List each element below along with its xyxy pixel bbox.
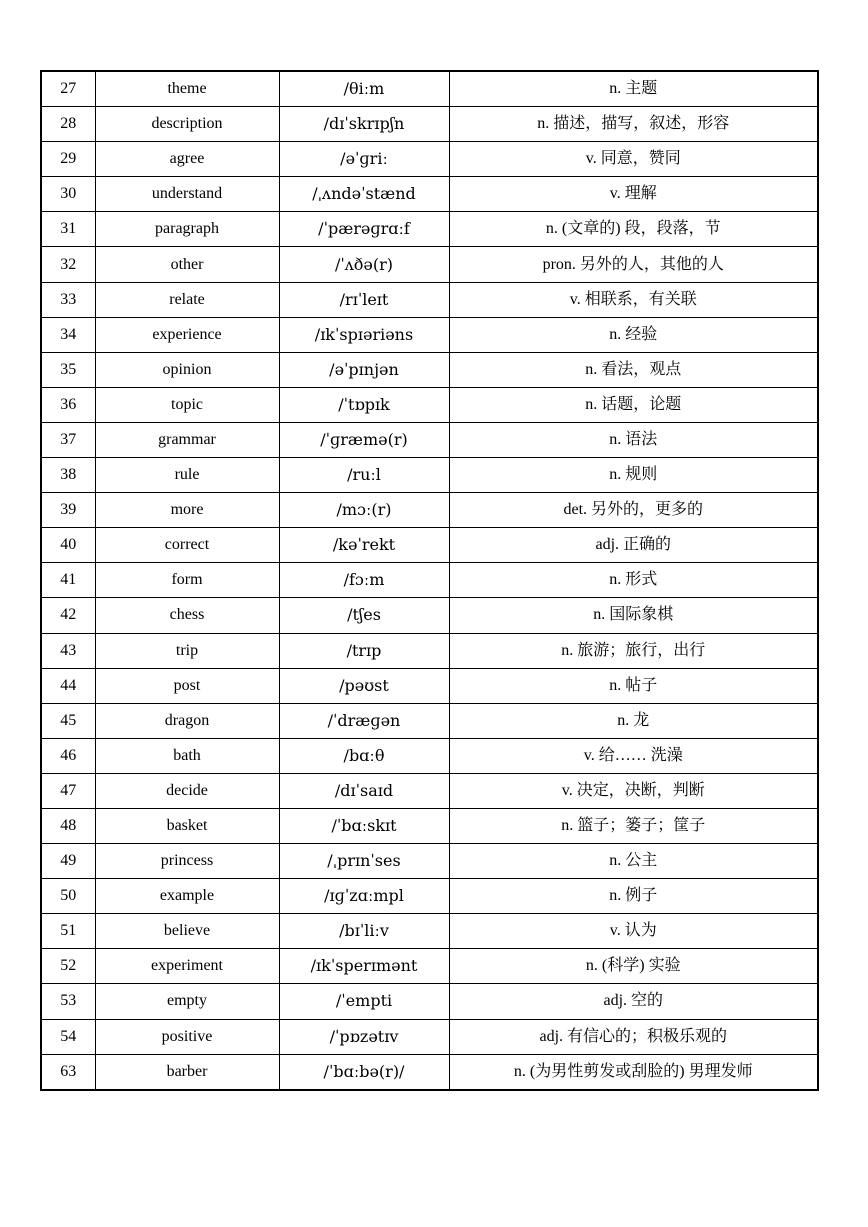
entry-meaning: det. 另外的，更多的 bbox=[449, 493, 818, 528]
entry-word: post bbox=[95, 668, 279, 703]
entry-phonetic: /pəʊst bbox=[279, 668, 449, 703]
entry-phonetic: /rɪˈleɪt bbox=[279, 282, 449, 317]
entry-meaning: v. 认为 bbox=[449, 914, 818, 949]
entry-word: bath bbox=[95, 738, 279, 773]
entry-word: believe bbox=[95, 914, 279, 949]
entry-phonetic: /mɔː(r) bbox=[279, 493, 449, 528]
entry-number: 41 bbox=[41, 563, 95, 598]
entry-phonetic: /ɪɡˈzɑːmpl bbox=[279, 879, 449, 914]
entry-meaning: v. 理解 bbox=[449, 177, 818, 212]
entry-phonetic: /ˈpɒzətɪv bbox=[279, 1019, 449, 1054]
entry-number: 35 bbox=[41, 352, 95, 387]
entry-word: positive bbox=[95, 1019, 279, 1054]
table-row bbox=[41, 71, 818, 107]
entry-meaning: v. 相联系，有关联 bbox=[449, 282, 818, 317]
table-row bbox=[41, 528, 818, 563]
entry-phonetic: /trɪp bbox=[279, 633, 449, 668]
entry-phonetic: /tʃes bbox=[279, 598, 449, 633]
entry-meaning: n. 龙 bbox=[449, 703, 818, 738]
table-row bbox=[41, 949, 818, 984]
entry-word: example bbox=[95, 879, 279, 914]
entry-meaning: n. 主题 bbox=[449, 71, 818, 107]
entry-word: topic bbox=[95, 387, 279, 422]
table-row bbox=[41, 738, 818, 773]
entry-word: basket bbox=[95, 808, 279, 843]
entry-phonetic: /bɪˈliːv bbox=[279, 914, 449, 949]
table-row bbox=[41, 773, 818, 808]
table-row bbox=[41, 984, 818, 1019]
entry-phonetic: /ruːl bbox=[279, 458, 449, 493]
entry-meaning: adj. 正确的 bbox=[449, 528, 818, 563]
entry-phonetic: /bɑːθ bbox=[279, 738, 449, 773]
entry-meaning: adj. 空的 bbox=[449, 984, 818, 1019]
vocabulary-table-body bbox=[41, 71, 818, 1090]
table-row bbox=[41, 212, 818, 247]
entry-word: theme bbox=[95, 71, 279, 107]
entry-word: description bbox=[95, 107, 279, 142]
entry-meaning: n. 语法 bbox=[449, 422, 818, 457]
entry-meaning: n. 公主 bbox=[449, 844, 818, 879]
table-row bbox=[41, 352, 818, 387]
table-row bbox=[41, 633, 818, 668]
entry-meaning: n. 旅游；旅行，出行 bbox=[449, 633, 818, 668]
entry-phonetic: /ˈbɑːbə(r)/ bbox=[279, 1054, 449, 1090]
entry-phonetic: /ɪkˈspɪəriəns bbox=[279, 317, 449, 352]
entry-word: understand bbox=[95, 177, 279, 212]
entry-number: 52 bbox=[41, 949, 95, 984]
entry-word: barber bbox=[95, 1054, 279, 1090]
table-row bbox=[41, 282, 818, 317]
entry-word: agree bbox=[95, 142, 279, 177]
entry-meaning: n. 例子 bbox=[449, 879, 818, 914]
entry-phonetic: /kəˈrekt bbox=[279, 528, 449, 563]
entry-number: 34 bbox=[41, 317, 95, 352]
vocabulary-table bbox=[40, 70, 819, 1091]
entry-meaning: v. 给…… 洗澡 bbox=[449, 738, 818, 773]
table-row bbox=[41, 177, 818, 212]
entry-word: relate bbox=[95, 282, 279, 317]
entry-word: paragraph bbox=[95, 212, 279, 247]
table-row bbox=[41, 808, 818, 843]
table-row bbox=[41, 914, 818, 949]
entry-number: 51 bbox=[41, 914, 95, 949]
entry-meaning: n. 篮子；篓子；筐子 bbox=[449, 808, 818, 843]
entry-word: decide bbox=[95, 773, 279, 808]
entry-phonetic: /ˌprɪnˈses bbox=[279, 844, 449, 879]
entry-meaning: n. 帖子 bbox=[449, 668, 818, 703]
entry-word: other bbox=[95, 247, 279, 282]
entry-word: rule bbox=[95, 458, 279, 493]
entry-meaning: n. (科学) 实验 bbox=[449, 949, 818, 984]
entry-phonetic: /ˈbɑːskɪt bbox=[279, 808, 449, 843]
entry-number: 53 bbox=[41, 984, 95, 1019]
entry-meaning: n. 话题，论题 bbox=[449, 387, 818, 422]
entry-word: form bbox=[95, 563, 279, 598]
table-row bbox=[41, 458, 818, 493]
entry-number: 63 bbox=[41, 1054, 95, 1090]
entry-meaning: n. (文章的) 段，段落，节 bbox=[449, 212, 818, 247]
table-row bbox=[41, 247, 818, 282]
entry-number: 48 bbox=[41, 808, 95, 843]
entry-meaning: n. (为男性剪发或刮脸的) 男理发师 bbox=[449, 1054, 818, 1090]
entry-phonetic: /θiːm bbox=[279, 71, 449, 107]
entry-number: 27 bbox=[41, 71, 95, 107]
entry-meaning: n. 国际象棋 bbox=[449, 598, 818, 633]
table-row bbox=[41, 422, 818, 457]
entry-word: princess bbox=[95, 844, 279, 879]
entry-number: 49 bbox=[41, 844, 95, 879]
entry-word: trip bbox=[95, 633, 279, 668]
table-row bbox=[41, 668, 818, 703]
table-row bbox=[41, 879, 818, 914]
table-row bbox=[41, 493, 818, 528]
entry-number: 44 bbox=[41, 668, 95, 703]
entry-meaning: n. 看法，观点 bbox=[449, 352, 818, 387]
entry-phonetic: /ˈpærəɡrɑːf bbox=[279, 212, 449, 247]
entry-word: dragon bbox=[95, 703, 279, 738]
table-row bbox=[41, 107, 818, 142]
entry-number: 32 bbox=[41, 247, 95, 282]
entry-meaning: n. 规则 bbox=[449, 458, 818, 493]
entry-number: 29 bbox=[41, 142, 95, 177]
entry-word: opinion bbox=[95, 352, 279, 387]
entry-number: 36 bbox=[41, 387, 95, 422]
entry-number: 50 bbox=[41, 879, 95, 914]
entry-meaning: n. 形式 bbox=[449, 563, 818, 598]
entry-phonetic: /ˈempti bbox=[279, 984, 449, 1019]
entry-meaning: v. 同意，赞同 bbox=[449, 142, 818, 177]
table-row bbox=[41, 844, 818, 879]
entry-phonetic: /əˈpɪnjən bbox=[279, 352, 449, 387]
entry-word: empty bbox=[95, 984, 279, 1019]
entry-phonetic: /dɪˈsaɪd bbox=[279, 773, 449, 808]
entry-number: 39 bbox=[41, 493, 95, 528]
table-row bbox=[41, 563, 818, 598]
entry-meaning: n. 经验 bbox=[449, 317, 818, 352]
entry-number: 42 bbox=[41, 598, 95, 633]
entry-number: 31 bbox=[41, 212, 95, 247]
entry-meaning: pron. 另外的人，其他的人 bbox=[449, 247, 818, 282]
table-row bbox=[41, 387, 818, 422]
entry-meaning: v. 决定，决断，判断 bbox=[449, 773, 818, 808]
entry-number: 47 bbox=[41, 773, 95, 808]
entry-word: experience bbox=[95, 317, 279, 352]
entry-number: 40 bbox=[41, 528, 95, 563]
table-row bbox=[41, 703, 818, 738]
entry-number: 37 bbox=[41, 422, 95, 457]
entry-number: 45 bbox=[41, 703, 95, 738]
entry-number: 46 bbox=[41, 738, 95, 773]
entry-phonetic: /dɪˈskrɪpʃn bbox=[279, 107, 449, 142]
entry-number: 28 bbox=[41, 107, 95, 142]
entry-word: experiment bbox=[95, 949, 279, 984]
table-row bbox=[41, 598, 818, 633]
entry-number: 43 bbox=[41, 633, 95, 668]
entry-phonetic: /ɪkˈsperɪmənt bbox=[279, 949, 449, 984]
entry-phonetic: /ˈdræɡən bbox=[279, 703, 449, 738]
entry-phonetic: /ˈtɒpɪk bbox=[279, 387, 449, 422]
entry-phonetic: /ˌʌndəˈstænd bbox=[279, 177, 449, 212]
entry-word: chess bbox=[95, 598, 279, 633]
table-row bbox=[41, 142, 818, 177]
entry-meaning: adj. 有信心的；积极乐观的 bbox=[449, 1019, 818, 1054]
entry-number: 30 bbox=[41, 177, 95, 212]
entry-meaning: n. 描述，描写，叙述，形容 bbox=[449, 107, 818, 142]
entry-phonetic: /fɔːm bbox=[279, 563, 449, 598]
table-row bbox=[41, 1019, 818, 1054]
entry-word: correct bbox=[95, 528, 279, 563]
entry-number: 38 bbox=[41, 458, 95, 493]
entry-phonetic: /ˈʌðə(r) bbox=[279, 247, 449, 282]
entry-phonetic: /əˈɡriː bbox=[279, 142, 449, 177]
entry-word: more bbox=[95, 493, 279, 528]
entry-phonetic: /ˈɡræmə(r) bbox=[279, 422, 449, 457]
entry-word: grammar bbox=[95, 422, 279, 457]
entry-number: 33 bbox=[41, 282, 95, 317]
entry-number: 54 bbox=[41, 1019, 95, 1054]
table-row bbox=[41, 1054, 818, 1090]
table-row bbox=[41, 317, 818, 352]
